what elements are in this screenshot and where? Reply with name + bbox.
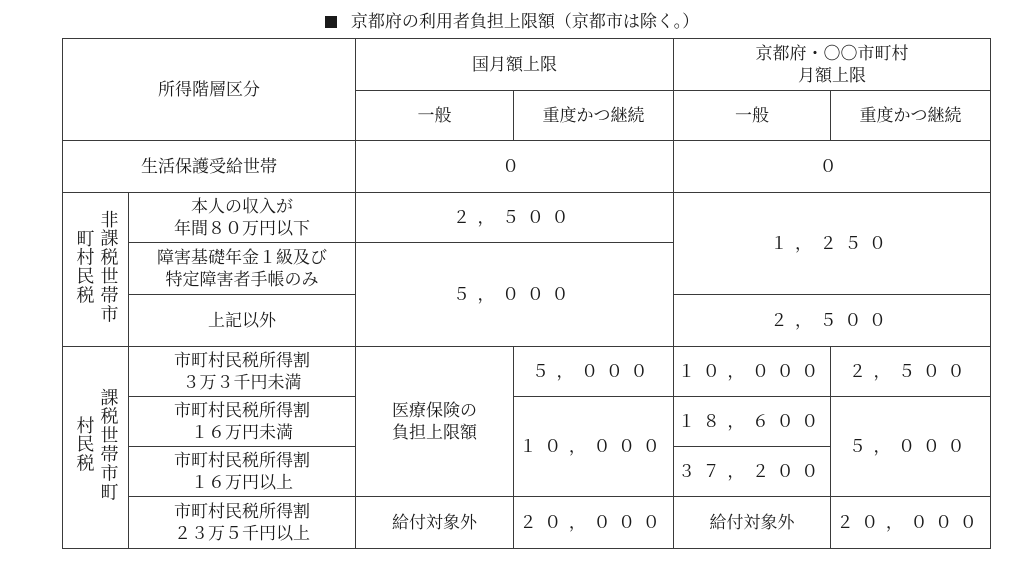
tax-a-pref-general: １０，０００ xyxy=(674,347,831,397)
tax-d-label: 市町村民税所得割 ２３万５千円以上 xyxy=(129,497,356,549)
header-pref-severe: 重度かつ継続 xyxy=(831,91,991,141)
nontax-a-label: 本人の収入が 年間８０万円以下 xyxy=(129,193,356,243)
nontax-c-label: 上記以外 xyxy=(129,295,356,347)
nontax-bc-national: ５，０００ xyxy=(356,243,674,347)
tax-b-pref-general: １８，６００ xyxy=(674,397,831,447)
nontax-b-label: 障害基礎年金１級及び 特定障害者手帳のみ xyxy=(129,243,356,295)
tax-d-national-general: 給付対象外 xyxy=(356,497,514,549)
nontax-group-label xyxy=(63,193,129,347)
vertical-label-part: 市町村民税 xyxy=(73,416,119,502)
header-national-general: 一般 xyxy=(356,91,514,141)
vertical-label-part: 課税世帯 xyxy=(97,387,119,464)
tax-d-pref-general: 給付対象外 xyxy=(674,497,831,549)
header-income-class: 所得階層区分 xyxy=(63,39,356,141)
tax-group-label xyxy=(63,347,129,549)
tax-b-label: 市町村民税所得割 １６万円未満 xyxy=(129,397,356,447)
tax-bc-pref-severe: ５，０００ xyxy=(831,397,991,497)
vertical-label-part: 非課税世帯 xyxy=(97,209,119,305)
tax-a-pref-severe: ２，５００ xyxy=(831,347,991,397)
square-bullet-icon xyxy=(325,16,337,28)
tax-bc-national-severe: １０，０００ xyxy=(514,397,674,497)
tax-c-pref-general: ３７，２００ xyxy=(674,447,831,497)
tax-a-label: 市町村民税所得割 ３万３千円未満 xyxy=(129,347,356,397)
tax-d-pref-severe: ２０，０００ xyxy=(831,497,991,549)
nontax-a-national: ２，５００ xyxy=(356,193,674,243)
row-welfare-label: 生活保護受給世帯 xyxy=(63,141,356,193)
header-national-severe: 重度かつ継続 xyxy=(514,91,674,141)
header-pref-limit: 京都府・〇〇市町村 月額上限 xyxy=(674,39,991,91)
tax-medical-limit: 医療保険の 負担上限額 xyxy=(356,347,514,497)
burden-limit-table xyxy=(62,38,991,549)
header-national-limit: 国月額上限 xyxy=(356,39,674,91)
tax-d-national-severe: ２０，０００ xyxy=(514,497,674,549)
row-welfare-pref: ０ xyxy=(674,141,991,193)
row-welfare-national: ０ xyxy=(356,141,674,193)
header-pref-general: 一般 xyxy=(674,91,831,141)
tax-c-label: 市町村民税所得割 １６万円以上 xyxy=(129,447,356,497)
tax-a-national-severe: ５，０００ xyxy=(514,347,674,397)
document-title xyxy=(0,10,1024,34)
title-text: 京都府の利用者負担上限額（京都市は除く。） xyxy=(350,12,700,32)
nontax-c-pref: ２，５００ xyxy=(674,295,991,347)
vertical-label-part: 市町村民税 xyxy=(73,228,119,324)
nontax-ab-pref: １，２５０ xyxy=(674,193,991,295)
